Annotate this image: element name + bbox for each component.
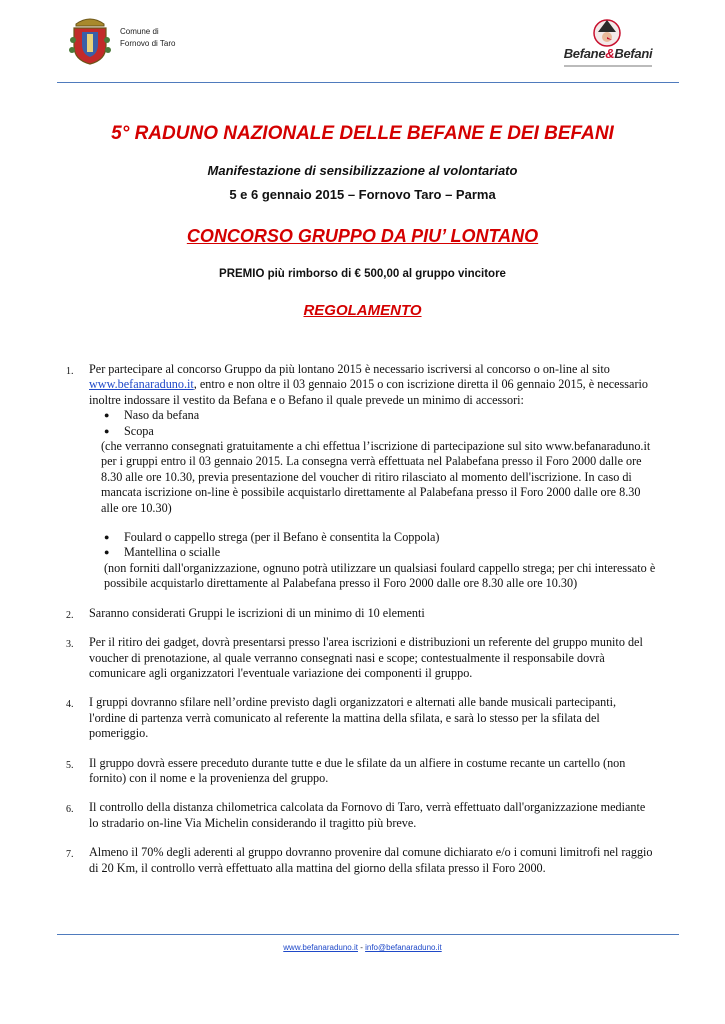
municipality-line-2: Fornovo di Taro (120, 39, 176, 48)
bullet-icon: ● (104, 410, 110, 421)
website-link[interactable]: www.befanaraduno.it (89, 377, 194, 392)
item-text: Almeno il 70% degli aderenti al gruppo dovranno provenire dal comune dichiarato e/o i comuni limitrofi nel raggio di 20 Km, il controllo verrà effettuato alla mattina del giorno della sfilata presso il Foro 2000. (89, 845, 653, 875)
bullet-text: Scopa (124, 423, 154, 438)
befana-mascot-icon (592, 18, 622, 48)
bullet-item (0, 530, 644, 545)
logo-wordmark (556, 46, 660, 61)
accessory-note: (che verranno consegnati gratuitamente a chi effettua l’iscrizione di partecipazione sul sito www.befanaraduno.it per i gruppi entro il 03 gennaio 2015. La consegna verrà effettuata nel Palabefana presso il Foro 2000 dalle ore 8.30 alle ore 10.30, previa presentazione del voucher di ritiro rilasciato al momento dell'iscrizione. In caso di mancata iscrizione on-line è possibile acquistarlo direttamente al Palabefana presso il Foro 2000 dalle ore 8.30 alle ore 10.30) (101, 439, 651, 515)
item-number: 2. (66, 609, 74, 621)
list-item (0, 362, 655, 408)
event-dates: 5 e 6 gennaio 2015 – Fornovo Taro – Parma (229, 187, 496, 202)
municipality-line-1: Comune di (120, 27, 159, 36)
bullet-icon: ● (104, 547, 110, 558)
header-divider (57, 82, 679, 83)
event-logo (556, 18, 660, 74)
item-text: I gruppi dovranno sfilare nell’ordine previsto dagli organizzatori e alternati alle bande musicali partecipanti, l'ordine di partenza verrà comunicato al referente la mattina della sfilata, e sarà lo stesso per la sfilata del pomeriggio. (89, 695, 617, 741)
list-item (0, 695, 655, 741)
list-item (0, 756, 655, 787)
item-number: 5. (66, 759, 74, 771)
bullet-icon: ● (104, 532, 110, 543)
list-item (0, 635, 655, 681)
logo-tagline-graphic (560, 64, 656, 69)
logo-word-right: Befani (614, 46, 653, 61)
item-text: Per partecipare al concorso Gruppo da più lontano 2015 è necessario iscriversi al concorso o on-line al sito (89, 362, 610, 376)
bullet-text: Naso da befana (124, 408, 200, 423)
footer (0, 943, 725, 952)
logo-ampersand: & (605, 46, 615, 61)
rules-list (0, 362, 725, 876)
footer-divider (57, 934, 679, 935)
bullet-item (0, 424, 644, 439)
contest-heading: CONCORSO GRUPPO DA PIU’ LONTANO (186, 226, 539, 246)
bullet-item (0, 408, 644, 423)
item-text-continued: , entro e non oltre il 03 gennaio 2015 o con iscrizione diretta il 06 gennaio 2015, è necessario inoltre indossare il vestito da Befana e o Befano il quale prevede un minimo di accessori: (89, 377, 648, 407)
list-item (0, 845, 655, 876)
footer-website-link[interactable]: www.befanaraduno.it (283, 943, 358, 952)
item-number: 3. (66, 639, 74, 651)
item-text: Il gruppo dovrà essere preceduto durante tutte e due le sfilate da un alfiere in costume recante un cartello (non fornito) con il nome e la provenienza del gruppo. (89, 755, 626, 785)
page-title: 5° RADUNO NAZIONALE DELLE BEFANE E DEI BEFANI (111, 123, 614, 144)
footer-email-link[interactable]: info@befanaraduno.it (365, 943, 442, 952)
subtitle: Manifestazione di sensibilizzazione al volontariato (207, 163, 518, 178)
item-text: Il controllo della distanza chilometrica calcolata da Fornovo di Taro, verrà effettuato dall'organizzazione mediante lo stradario on-line Via Michelin considerando il tragitto più breve. (89, 800, 646, 830)
municipality-name (120, 26, 175, 50)
item-text: Saranno considerati Gruppi le iscrizioni di un minimo di 10 elementi (89, 605, 425, 620)
item-number: 6. (66, 804, 74, 816)
logo-word-left: Befane (563, 46, 606, 61)
item-number: 7. (66, 849, 74, 861)
bullet-item (0, 545, 644, 560)
municipality-crest-icon (68, 14, 112, 66)
bullet-icon: ● (104, 425, 110, 436)
prize-line: PREMIO più rimborso di € 500,00 al gruppo vincitore (219, 268, 506, 280)
item-number: 4. (66, 699, 74, 711)
rules-heading: REGOLAMENTO (303, 302, 422, 319)
accessory-note: (non forniti dall'organizzazione, ognuno potrà utilizzare un qualsiasi foulard cappello strega; per chi interessato è possibile acquistarlo direttamente al Palabefana presso il Foro 2000 dalle ore 8.30 alle ore 10.30) (104, 560, 656, 591)
bullet-text: Mantellina o scialle (124, 545, 221, 560)
item-number: 1. (66, 366, 74, 377)
item-text: Per il ritiro dei gadget, dovrà presentarsi presso l'area iscrizioni e distribuzioni un referente del gruppo munito del voucher di prenotazione, al quale verranno consegnati nasi e scope; contestualmente il responsabile dovrà comunicare agli organizzatori l'eventuale variazione dei componenti il gruppo. (89, 635, 643, 680)
list-item (0, 606, 655, 621)
footer-separator: - (357, 943, 366, 952)
bullet-text: Foulard o cappello strega (per il Befano è consentita la Coppola) (124, 530, 440, 545)
list-item (0, 800, 655, 831)
